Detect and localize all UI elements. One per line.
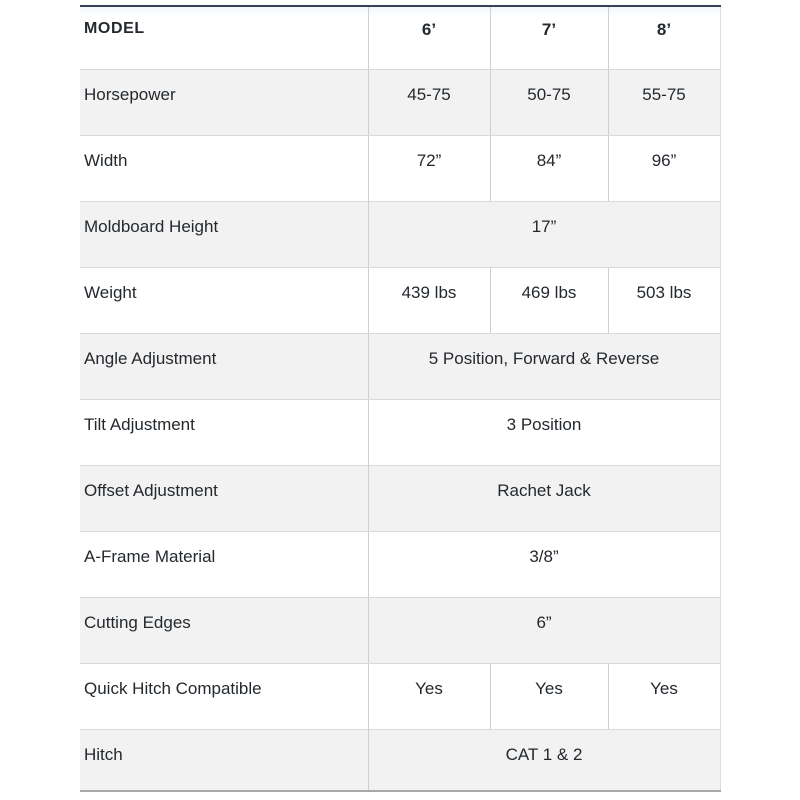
cell-value-spanning: 3/8” [368, 531, 720, 597]
row-label: Offset Adjustment [80, 465, 368, 531]
table-row-horsepower [80, 69, 720, 135]
cell-value: Yes [368, 663, 490, 729]
row-label: Cutting Edges [80, 597, 368, 663]
cell-value: Yes [608, 663, 720, 729]
row-label: Weight [80, 267, 368, 333]
cell-value: 84” [490, 135, 608, 201]
table-row-angle-adjustment [80, 333, 720, 399]
row-label: Moldboard Height [80, 201, 368, 267]
cell-value: 55-75 [608, 69, 720, 135]
cell-value: 50-75 [490, 69, 608, 135]
row-label: Hitch [80, 729, 368, 791]
table-header-row [80, 6, 720, 69]
row-label: Tilt Adjustment [80, 399, 368, 465]
table-row-hitch [80, 729, 720, 791]
cell-value-spanning: 17” [368, 201, 720, 267]
row-label: Angle Adjustment [80, 333, 368, 399]
column-header-6ft: 6’ [368, 6, 490, 69]
cell-value-spanning: 6” [368, 597, 720, 663]
table-row-a-frame-material [80, 531, 720, 597]
table-row-offset-adjustment [80, 465, 720, 531]
row-label: Quick Hitch Compatible [80, 663, 368, 729]
table-row-cutting-edges [80, 597, 720, 663]
cell-value-spanning: CAT 1 & 2 [368, 729, 720, 791]
cell-value: 503 lbs [608, 267, 720, 333]
cell-value-spanning: Rachet Jack [368, 465, 720, 531]
cell-value: 45-75 [368, 69, 490, 135]
cell-value: Yes [490, 663, 608, 729]
cell-value: 439 lbs [368, 267, 490, 333]
cell-value-spanning: 3 Position [368, 399, 720, 465]
cell-value-spanning: 5 Position, Forward & Reverse [368, 333, 720, 399]
column-header-7ft: 7’ [490, 6, 608, 69]
table-row-tilt-adjustment [80, 399, 720, 465]
row-label: Width [80, 135, 368, 201]
table-row-moldboard-height [80, 201, 720, 267]
column-header-8ft: 8’ [608, 6, 720, 69]
table-row-width [80, 135, 720, 201]
cell-value: 96” [608, 135, 720, 201]
table-row-quick-hitch-compatible [80, 663, 720, 729]
table-row-weight [80, 267, 720, 333]
row-label: Horsepower [80, 69, 368, 135]
cell-value: 469 lbs [490, 267, 608, 333]
model-header-label: MODEL [80, 6, 368, 69]
cell-value: 72” [368, 135, 490, 201]
row-label: A-Frame Material [80, 531, 368, 597]
spec-table [80, 5, 721, 792]
